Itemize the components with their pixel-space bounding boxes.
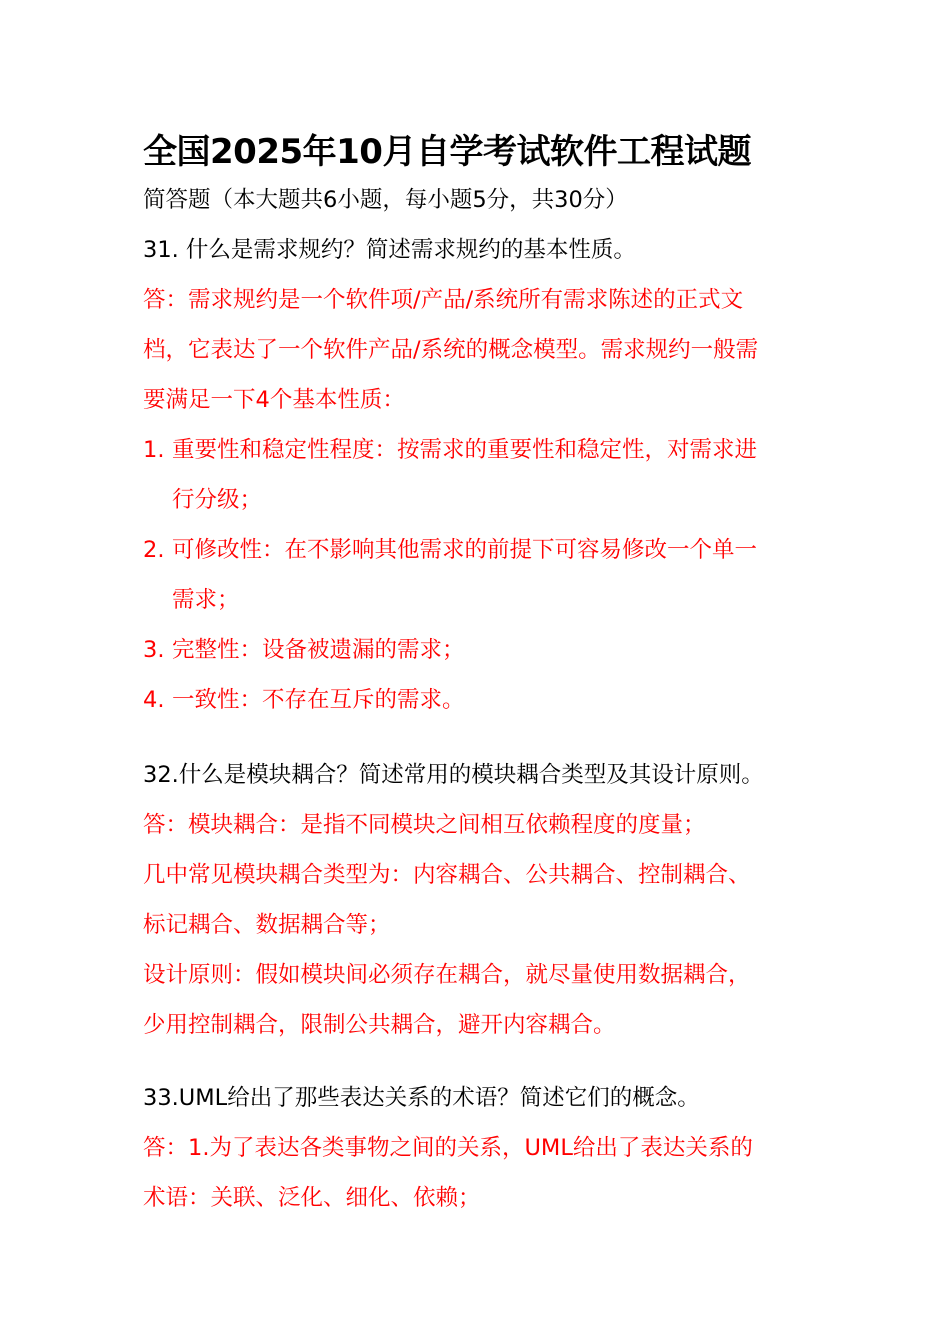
q31-item-4-line-1: 一致性：不存在互斥的需求。 (172, 687, 465, 713)
section-header: 简答题（本大题共6小题，每小题5分，共30分） (143, 187, 628, 213)
document-title: 全国2025年10月自学考试软件工程试题 (143, 132, 751, 172)
q31-item-2-line-2: 需求； (172, 587, 240, 613)
q31-answer-line-2: 档，它表达了一个软件产品/系统的概念模型。需求规约一般需 (143, 337, 759, 363)
q31-item-3-line-1: 完整性：设备被遗漏的需求； (172, 637, 465, 663)
q31-item-3-number: 3. (143, 637, 165, 663)
q32-answer-line-5: 少用控制耦合，限制公共耦合，避开内容耦合。 (143, 1012, 616, 1038)
q31-item-4-number: 4. (143, 687, 165, 713)
q32-answer-line-4: 设计原则：假如模块间必须存在耦合，就尽量使用数据耦合， (143, 962, 751, 988)
q33-answer-line-2: 术语：关联、泛化、细化、依赖； (143, 1185, 481, 1211)
q32-answer-line-3: 标记耦合、数据耦合等； (143, 912, 391, 938)
q31-item-1-line-1: 重要性和稳定性程度：按需求的重要性和稳定性，对需求进 (172, 437, 758, 463)
q32-answer-line-1: 答：模块耦合：是指不同模块之间相互依赖程度的度量； (143, 812, 706, 838)
q31-answer-line-3: 要满足一下4个基本性质： (143, 387, 405, 413)
question-32: 32.什么是模块耦合？简述常用的模块耦合类型及其设计原则。 (143, 762, 764, 788)
q31-item-1-number: 1. (143, 437, 165, 463)
q32-answer-line-2: 几中常见模块耦合类型为：内容耦合、公共耦合、控制耦合、 (143, 862, 751, 888)
q31-item-2-line-1: 可修改性：在不影响其他需求的前提下可容易修改一个单一 (172, 537, 758, 563)
question-33: 33.UML给出了那些表达关系的术语？简述它们的概念。 (143, 1085, 700, 1111)
question-31: 31. 什么是需求规约？简述需求规约的基本性质。 (143, 237, 636, 263)
q31-item-1-line-2: 行分级； (172, 487, 263, 513)
q31-item-2-number: 2. (143, 537, 165, 563)
q31-answer-line-1: 答：需求规约是一个软件项/产品/系统所有需求陈述的正式文 (143, 287, 744, 313)
q33-answer-line-1: 答：1.为了表达各类事物之间的关系，UML给出了表达关系的 (143, 1135, 753, 1161)
